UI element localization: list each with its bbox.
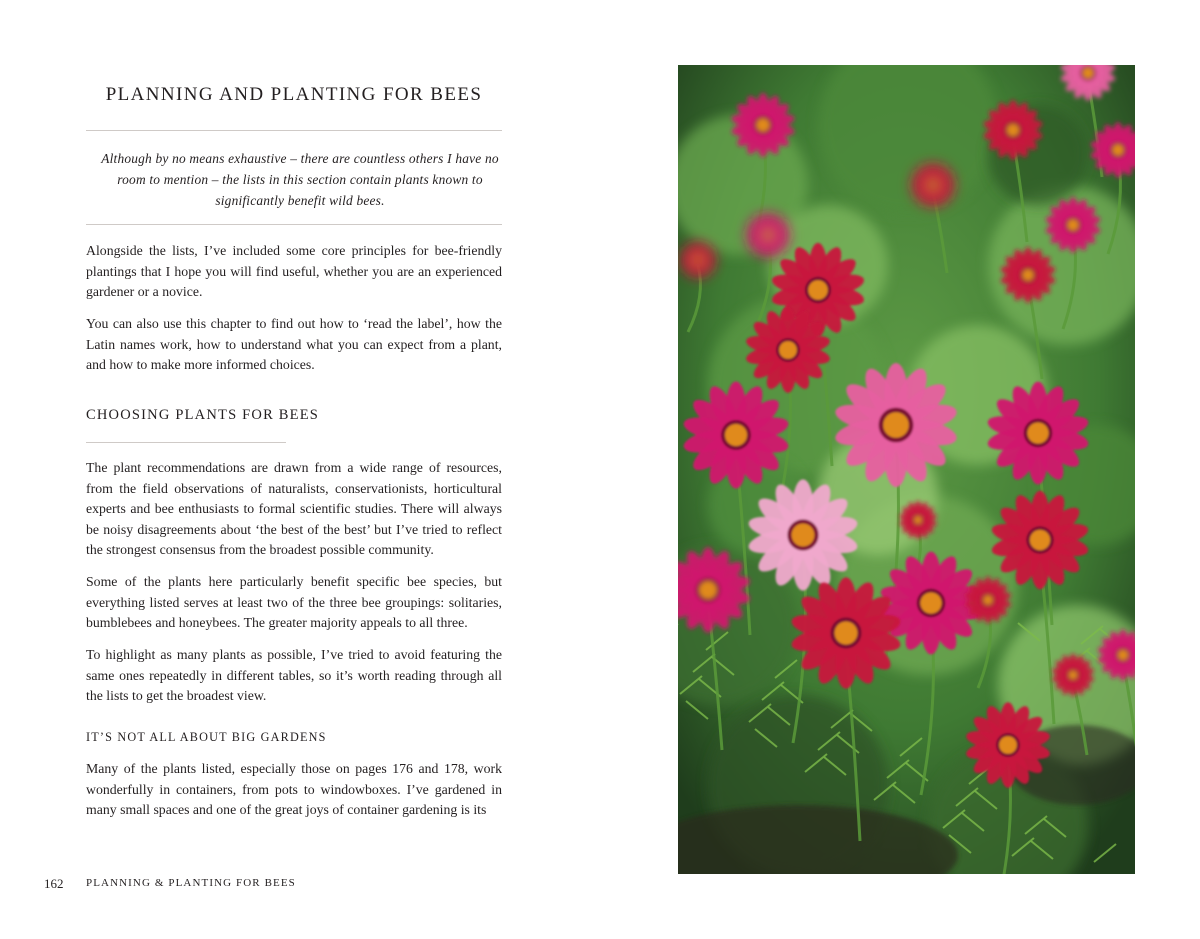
section-rule xyxy=(86,442,286,443)
running-head: PLANNING & PLANTING FOR BEES xyxy=(86,877,296,889)
flower-center xyxy=(756,118,769,131)
flower-center xyxy=(1082,67,1093,78)
body-paragraph: Some of the plants here particularly benefit specific bee species, but everything listed serves at least two of the three bee groupings: solitaries, bumblebees and honeybees. The greater majority appeals to all three. xyxy=(86,574,502,631)
flower-center xyxy=(835,622,858,645)
flower-center xyxy=(914,516,922,524)
title-rule xyxy=(86,130,502,131)
flower-center xyxy=(725,424,747,446)
intro-text: Although by no means exhaustive – there are countless others I have no room to mention – the lists in this section contain plants known to significantly benefit wild bees. xyxy=(101,151,499,208)
body-paragraph: Many of the plants listed, especially those on pages 176 and 178, work wonderfully in containers, from pots to windowboxes. I’ve gardened in many small spaces and one of the great joys of container gardening is its xyxy=(86,761,502,818)
flower-center xyxy=(1007,124,1019,136)
flower-center xyxy=(1027,422,1048,443)
flower-center xyxy=(779,341,797,359)
flower-center xyxy=(792,524,815,547)
flower-photo xyxy=(678,65,1135,874)
flower-center xyxy=(1118,650,1129,661)
intro-rule xyxy=(86,224,502,225)
flower-center xyxy=(1030,530,1050,550)
body-paragraph: You can also use this chapter to find out how to ‘read the label’, how the Latin names work, how to understand what you can expect from a plant, and how to make more informed choices. xyxy=(86,316,502,373)
sub-heading: IT’S NOT ALL ABOUT BIG GARDENS xyxy=(86,730,327,744)
body-paragraph: The plant recommendations are drawn from a wide range of resources, from the field observations of naturalists, conservationists, horticultural experts and bee enthusiasts to formal scientific studies. There will always be noisy disagreements about ‘the best of the best’ but I’ve tried to reflect the strongest consensus from the broadest possible community. xyxy=(86,460,502,558)
section-heading: CHOOSING PLANTS FOR BEES xyxy=(86,407,320,423)
flower-center xyxy=(808,280,827,299)
body-paragraph: Alongside the lists, I’ve included some core principles for bee-friendly plantings that I hope you will find useful, whether you are an experienced gardener or a novice. xyxy=(86,243,502,300)
flower-center xyxy=(920,592,941,613)
flower-center xyxy=(1112,144,1123,155)
flower-center xyxy=(763,230,773,240)
body-paragraph: To highlight as many plants as possible, I’ve tried to avoid featuring the same ones repeatedly in different tables, so it’s worth reading through all the lists to get the broadest view. xyxy=(86,647,502,704)
chapter-title: PLANNING AND PLANTING FOR BEES xyxy=(105,84,483,105)
flower-photo-image xyxy=(678,65,1135,874)
flower-center xyxy=(883,412,909,438)
flower-center xyxy=(1069,671,1078,680)
page-number: 162 xyxy=(44,876,64,891)
flower-center xyxy=(694,256,702,264)
flower-center xyxy=(1067,219,1078,230)
flower-center xyxy=(699,581,717,599)
flower-center xyxy=(1022,269,1033,280)
flower-center xyxy=(928,180,938,190)
flower-center xyxy=(983,595,993,605)
flower-center xyxy=(999,736,1017,754)
